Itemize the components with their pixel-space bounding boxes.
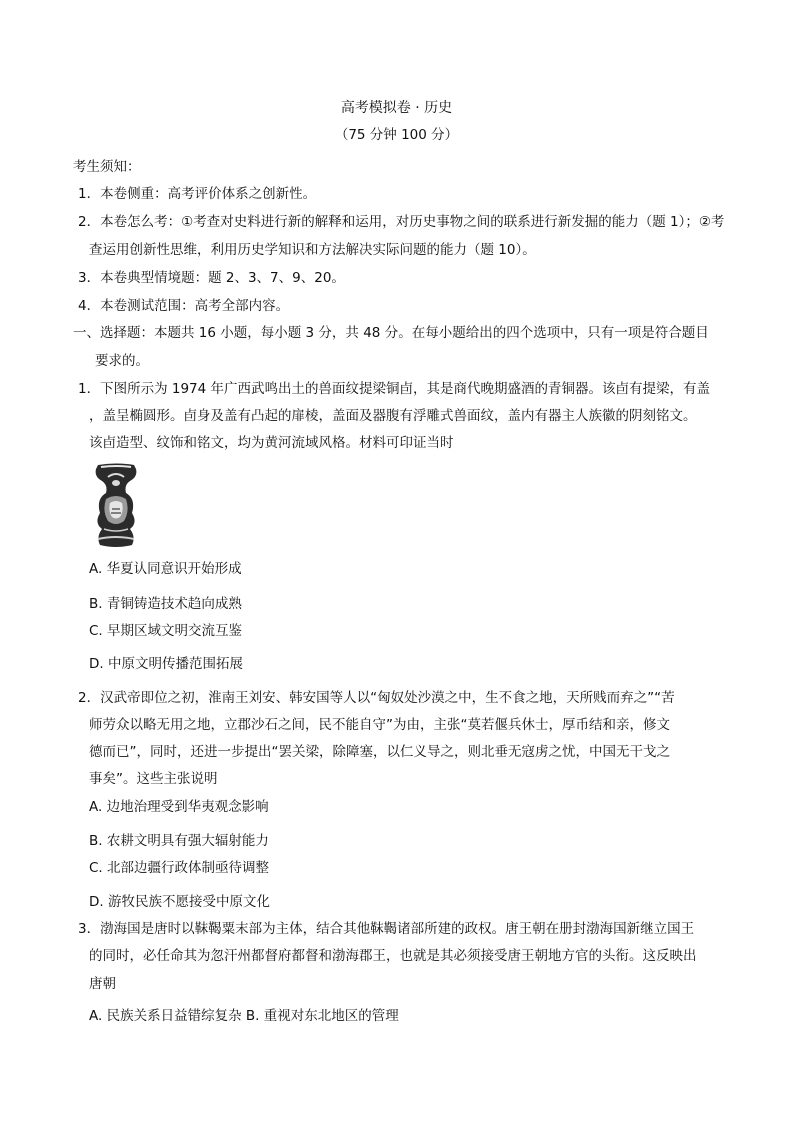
section-heading-cont: 要求的。 bbox=[95, 353, 149, 369]
q2-option-d[interactable]: D. 游牧民族不愿接受中原文化 bbox=[89, 894, 270, 910]
q1-stem-line-1: 1．下图所示为 1974 年广西武鸣出土的兽面纹提梁铜卣，其是商代晚期盛酒的青铜器。该卣有提梁，有盖 bbox=[78, 381, 711, 397]
notice-item-3: 3．本卷典型情境题：题 2、3、7、9、20。 bbox=[78, 270, 345, 286]
q1-option-b[interactable]: B. 青铜铸造技术趋向成熟 bbox=[89, 596, 242, 612]
q1-stem-line-3: 该卣造型、纹饰和铭文，均为黄河流域风格。材料可印证当时 bbox=[89, 435, 454, 451]
q3-stem-line-3: 唐朝 bbox=[89, 976, 116, 992]
q2-stem-line-3: 德而已”，同时，还进一步提出“罢关梁，除障塞，以仁义导之，则北垂无寇虏之忧，中国无干戈之 bbox=[89, 744, 670, 760]
q2-stem-line-1: 2．汉武帝即位之初，淮南王刘安、韩安国等人以“匈奴处沙漠之中，生不食之地，天所贱而弃之”“苦 bbox=[78, 690, 675, 706]
bronze-you-vessel-image bbox=[92, 463, 140, 550]
q1-stem-line-2: ，盖呈椭圆形。卣身及盖有凸起的扉棱，盖面及器腹有浮雕式兽面纹，盖内有器主人族徽的阴刻铭文。 bbox=[89, 408, 697, 424]
notice-item-2-cont: 查运用创新性思维，利用历史学知识和方法解决实际问题的能力（题 10）。 bbox=[89, 242, 536, 258]
q3-options-ab[interactable]: A. 民族关系日益错综复杂 B. 重视对东北地区的管理 bbox=[89, 1008, 399, 1024]
notice-item-2: 2．本卷怎么考：①考查对史料进行新的解释和运用，对历史事物之间的联系进行新发掘的能力（题 1）；②考 bbox=[78, 214, 725, 230]
notice-item-4: 4．本卷测试范围：高考全部内容。 bbox=[78, 298, 290, 314]
q1-option-c[interactable]: C. 早期区域文明交流互鉴 bbox=[89, 623, 243, 639]
q2-option-b[interactable]: B. 农耕文明具有强大辐射能力 bbox=[89, 833, 269, 849]
q2-option-a[interactable]: A. 边地治理受到华夷观念影响 bbox=[89, 799, 269, 815]
q2-option-c[interactable]: C. 北部边疆行政体制亟待调整 bbox=[89, 860, 270, 876]
q2-stem-line-2: 师劳众以略无用之地，立郡沙石之间，民不能自守”为由，主张“莫若偃兵休士，厚币结和亲，修文 bbox=[89, 717, 670, 733]
q3-stem-line-2: 的同时，必任命其为忽汗州都督府都督和渤海郡王，也就是其必须接受唐王朝地方官的头衔。这反映出 bbox=[89, 948, 697, 964]
q2-stem-line-4: 事矣”。这些主张说明 bbox=[89, 771, 218, 787]
notice-heading: 考生须知： bbox=[73, 159, 141, 175]
section-heading: 一、选择题：本题共 16 小题，每小题 3 分，共 48 分。在每小题给出的四个选项中，只有一项是符合题目 bbox=[73, 325, 709, 341]
exam-title: 高考模拟卷 · 历史 bbox=[340, 100, 453, 116]
q1-option-d[interactable]: D. 中原文明传播范围拓展 bbox=[89, 656, 243, 672]
notice-item-1: 1．本卷侧重：高考评价体系之创新性。 bbox=[78, 186, 317, 202]
exam-subtitle: （75 分钟 100 分） bbox=[334, 127, 459, 143]
q1-option-a[interactable]: A. 华夏认同意识开始形成 bbox=[89, 561, 242, 577]
q3-stem-line-1: 3．渤海国是唐时以靺鞨粟末部为主体，结合其他靺鞨诸部所建的政权。唐王朝在册封渤海国新继立国王 bbox=[78, 921, 695, 937]
